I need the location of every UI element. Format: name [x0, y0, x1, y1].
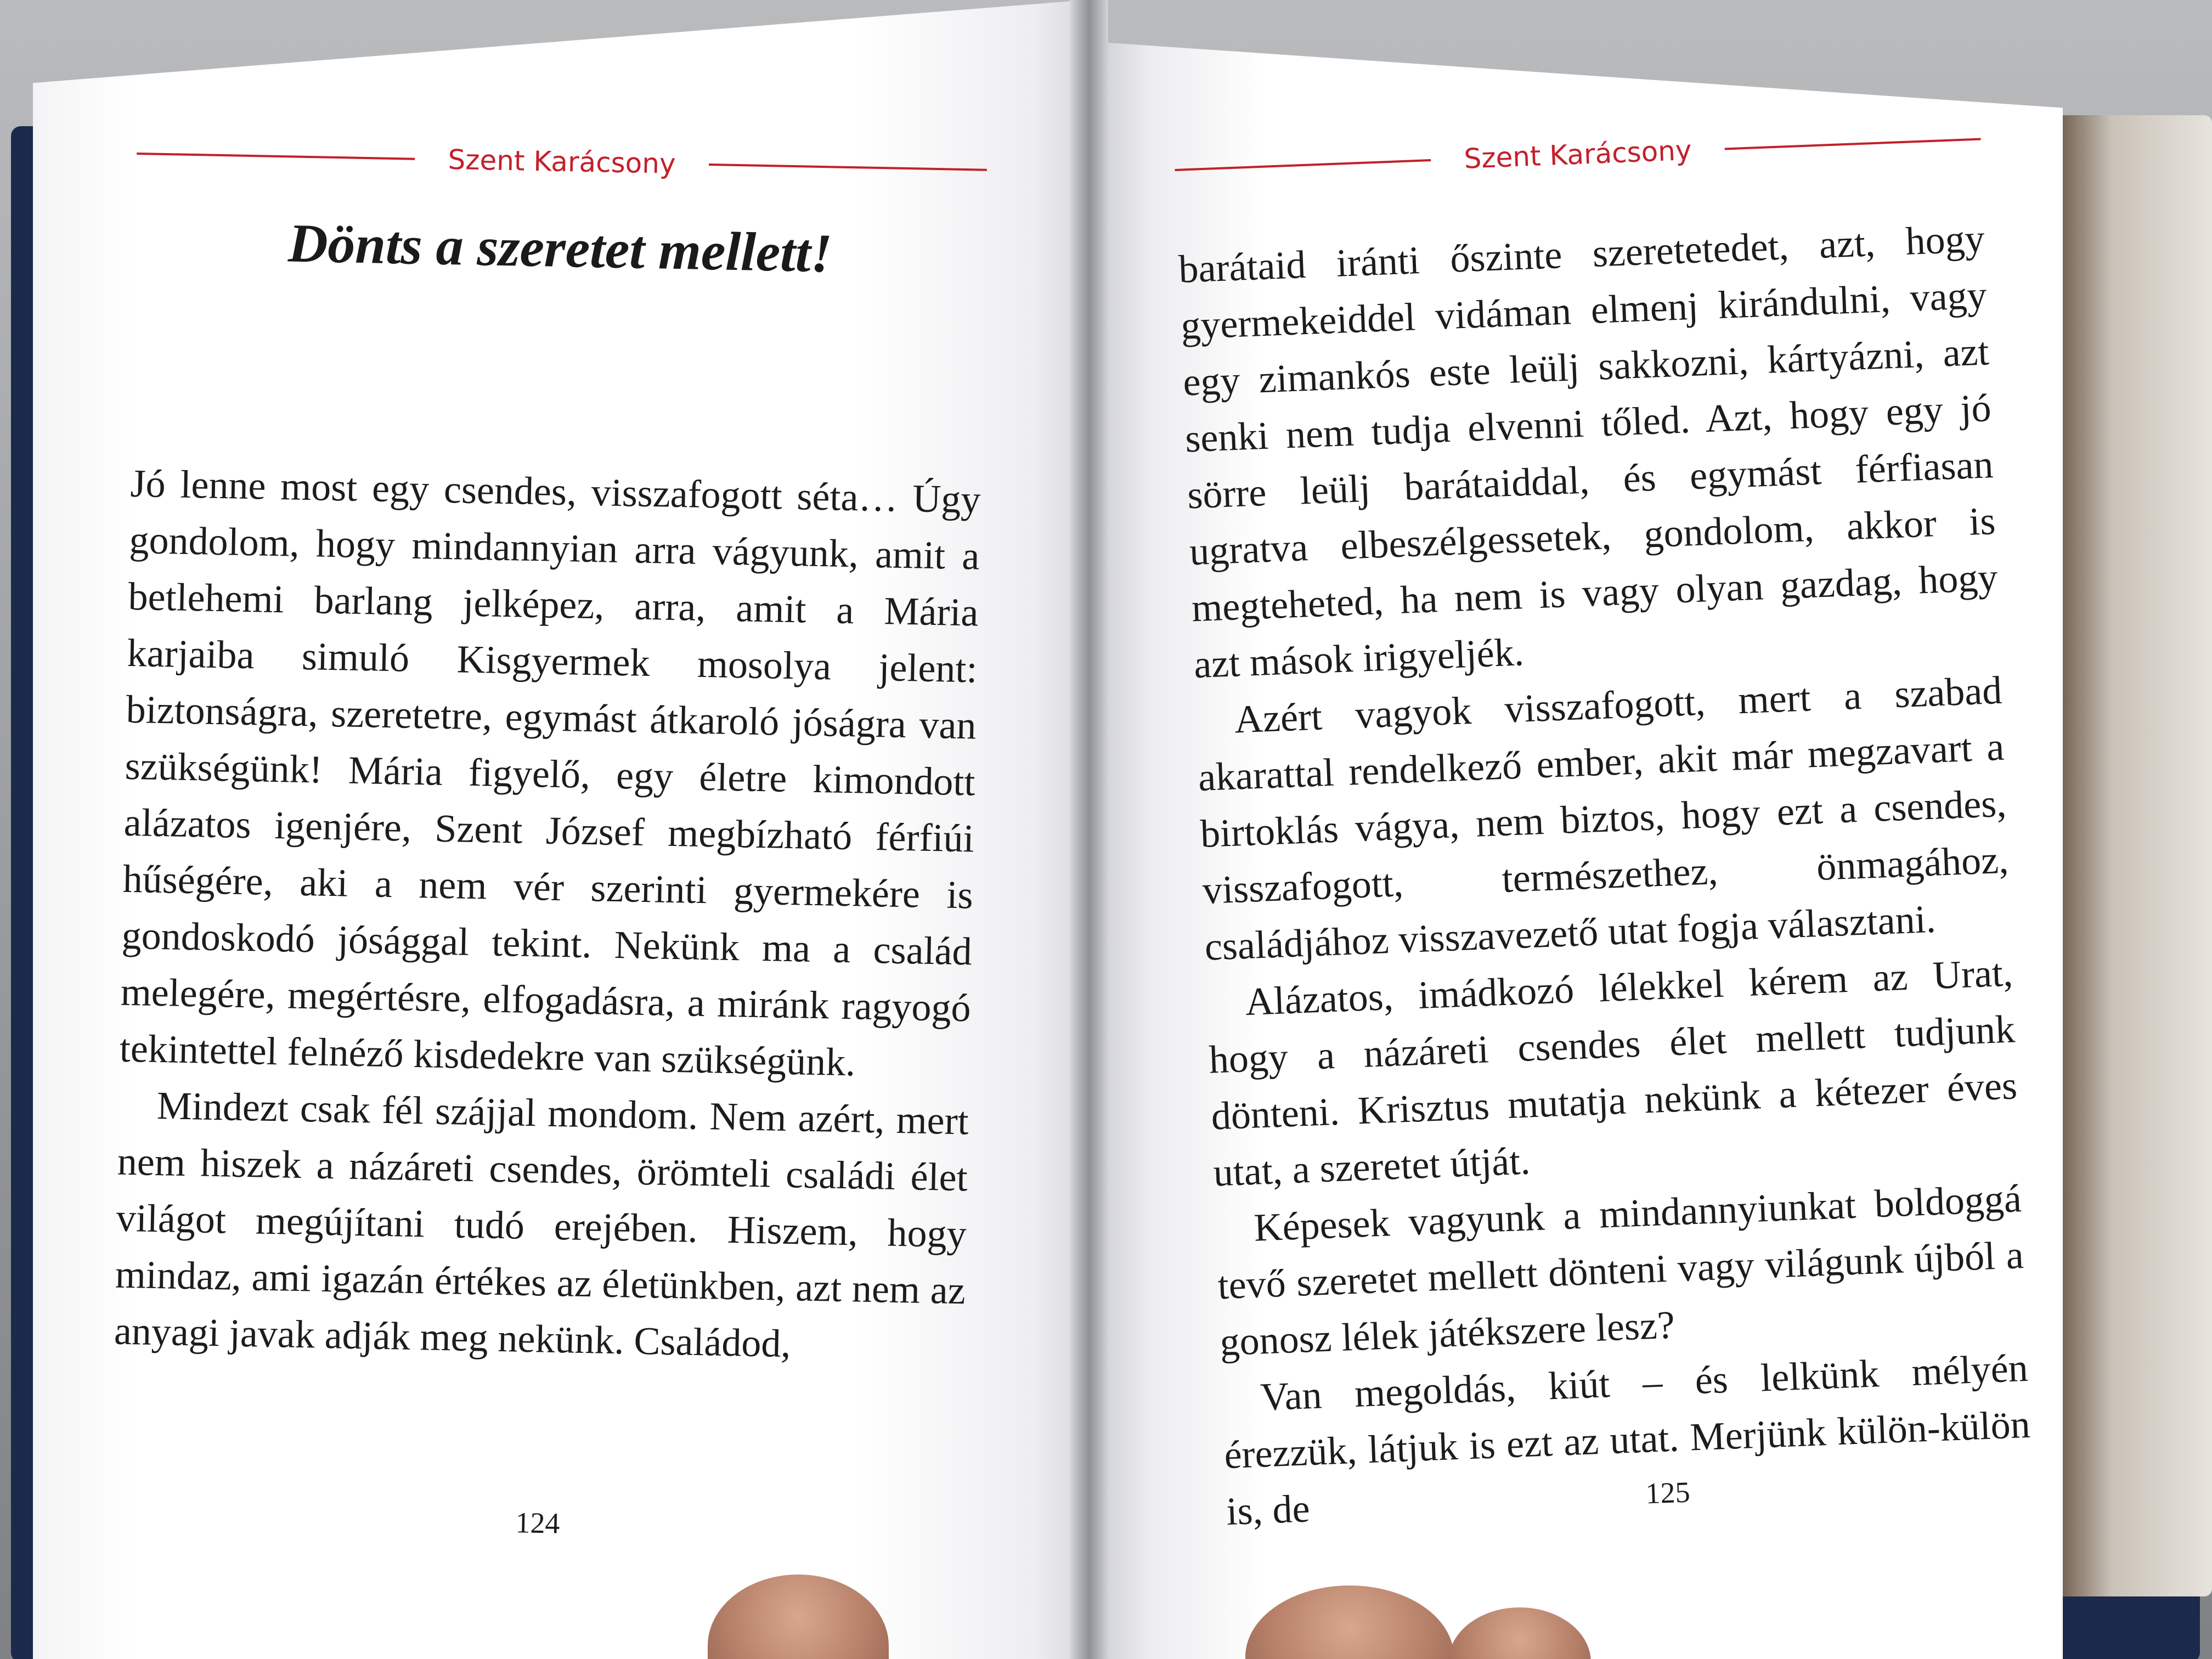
chapter-title: Dönts a szeretet mellett! — [287, 212, 833, 284]
right-body-text — [1178, 210, 2034, 1540]
paragraph: Van megoldás, kiút – és lelkünk mélyén érezzük, látjuk is ezt az utat. Merjünk külön-külön is, de — [1223, 1345, 2031, 1534]
paragraph: Azért vagyok visszafogott, mert a szabad akarattal rendelkező ember, akit már megzavart a birtoklás vágya, nem biztos, hogy ezt a csendes, visszafogott, természethez, önmagához, családjához visszavezető utat fogja választani. — [1197, 668, 2010, 969]
running-head-rule-right — [1724, 138, 1980, 150]
book-gutter — [1070, 0, 1108, 1659]
paragraph: barátaid iránti őszinte szeretetedet, azt, hogy gyermekeiddel vidáman elmenj kirándulni, vagy egy zimankós este leülj sakkozni, kártyázni, azt senki nem tudja elvenni tőled. Azt, hogy egy jó sörre leülj barátaiddal, és egymást férfiasan ugratva elbeszélgessetek, gondolom, akkor is megteheted, ha nem is vagy olyan gazdag, hogy azt mások irigyeljék. — [1177, 216, 1999, 687]
page-number-right: 125 — [1645, 1475, 1691, 1510]
paragraph: Jó lenne most egy csendes, visszafogott séta… Úgy gondolom, hogy mindannyian arra vágyunk, amit a betlehemi barlang jelképez, arra, amit a Mária karjaiba simuló Kisgyermek mosolya jelent: biztonságra, szeretetre, egymást átkaroló jóságra van szükségünk! Mária figyelő, egy életre kimondott alázatos igenjére, Szent József megbízható férfiúi hűségére, aki a nem vér szerinti gyermekére is gondoskodó jósággal tekint. Nekünk ma a család melegére, megértésre, elfogadásra, a miránk ragyogó tekintettel felnéző kisdedekre van szükségünk. — [119, 461, 981, 1085]
page-number-left: 124 — [515, 1506, 561, 1540]
paragraph: Alázatos, imádkozó lélekkel kérem az Urat, hogy a názáreti csendes élet mellett tudjunk dönteni. Krisztus mutatja nekünk a kétezer éves utat, a szeretet útját. — [1208, 950, 2018, 1195]
running-head-rule-right — [709, 163, 987, 171]
left-page-content — [114, 132, 988, 1375]
paragraph: Képesek vagyunk a mindannyiunkat boldoggá tevő szeretet mellett dönteni vagy világunk újból a gonosz lélek játékszere lesz? — [1217, 1176, 2025, 1364]
paragraph: Mindezt csak fél szájjal mondom. Nem azért, mert nem hiszek a názáreti csendes, örömteli családi élet világot megújítani tudó erejében. Hiszem, hogy mindaz, ami igazán értékes az életünkben, azt nem az anyagi javak adják meg nekünk. Családod, — [114, 1084, 969, 1366]
right-page-content — [1174, 117, 2033, 1541]
left-body-text — [114, 455, 981, 1375]
running-head-label: Szent Karácsony — [448, 143, 676, 180]
book-cover-edge — [2057, 115, 2212, 1596]
running-head-rule-left — [137, 153, 415, 160]
running-head-label: Szent Karácsony — [1463, 134, 1692, 175]
running-head-rule-left — [1175, 159, 1431, 171]
